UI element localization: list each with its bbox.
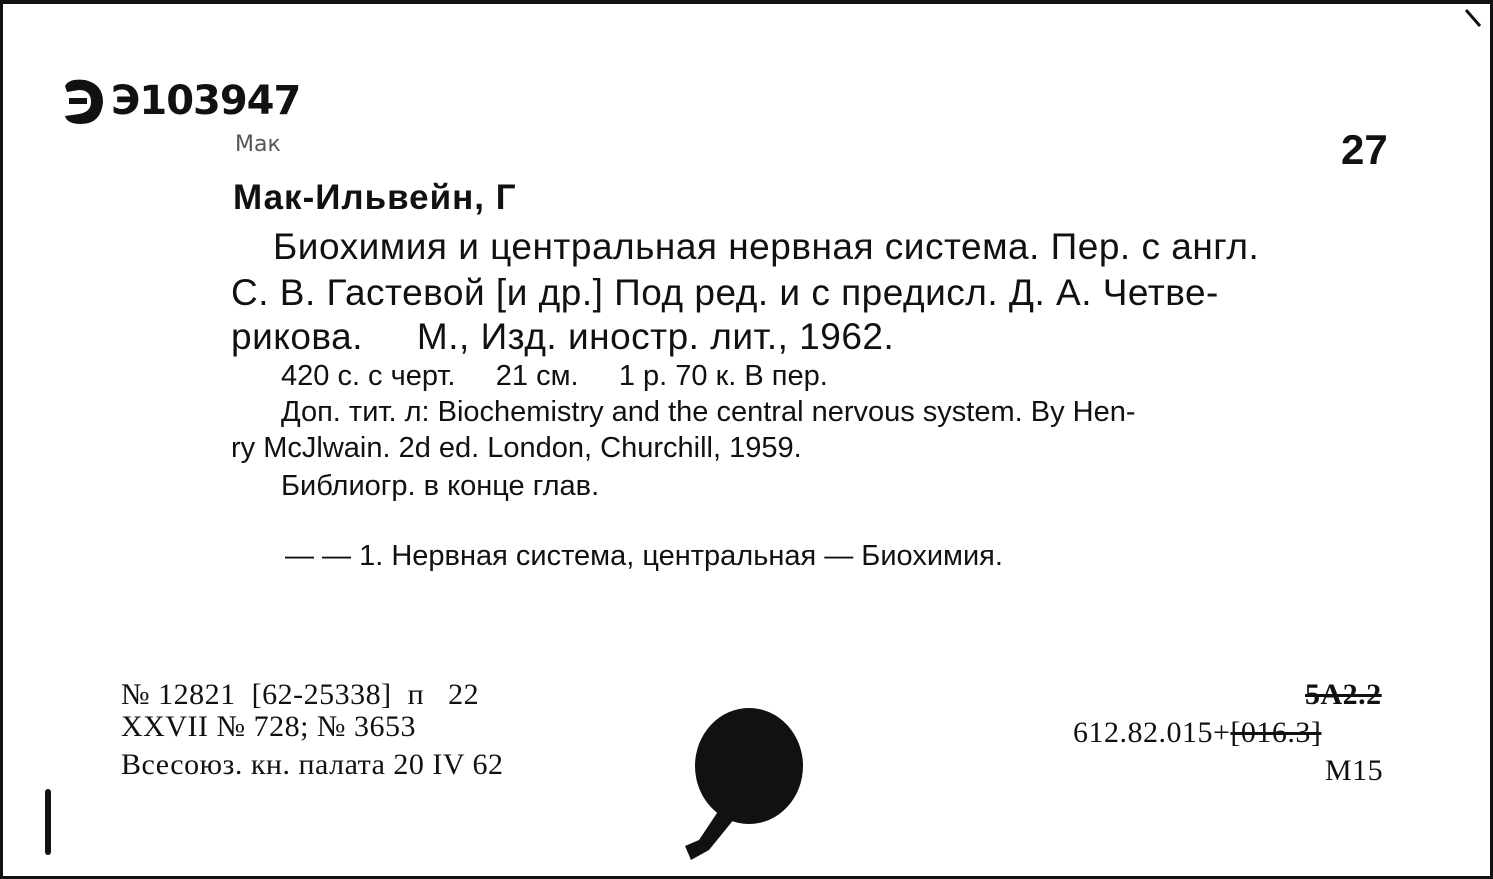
margin-mark <box>45 789 51 855</box>
stamp-mark-icon <box>61 76 107 128</box>
ink-blot-icon <box>679 700 839 870</box>
handwritten-sub: Мак <box>235 132 281 157</box>
extra-title-line-2: ry McJlwain. 2d ed. London, Churchill, 1959. <box>231 432 802 464</box>
physical-description: 420 с. с черт. 21 см. 1 р. 70 к. В пер. <box>281 360 828 392</box>
udc-prefix: 612.82.015+ <box>1073 716 1231 749</box>
footer-left-line-1: № 12821 [62-25338] п 22 <box>121 678 480 711</box>
author-heading: Мак-Ильвейн, Г <box>233 178 517 217</box>
shelf-mark: М15 <box>1325 754 1384 787</box>
struck-code: 5А2.2 <box>1305 678 1382 711</box>
bibliography-note: Библиогр. в конце глав. <box>281 470 600 502</box>
footer-left-line-3: Всесоюз. кн. палата 20 IV 62 <box>121 748 504 781</box>
footer-left-line-2: XXVII № 728; № 3653 <box>121 710 417 743</box>
title-line-1: Биохимия и центральная нервная система. Пер. с англ. <box>273 226 1260 267</box>
title-line-2: С. В. Гастевой [и др.] Под ред. и с предисл. Д. А. Четве- <box>231 272 1219 313</box>
udc-struck: [016.3] <box>1230 716 1322 749</box>
extra-title-line-1: Доп. тит. л: Biochemistry and the central nervous system. By Hen- <box>281 396 1136 428</box>
udc-line <box>1073 716 1321 750</box>
subject-heading: — — 1. Нервная система, центральная — Биохимия. <box>285 540 1003 572</box>
index-number: 27 <box>1341 126 1388 173</box>
handwritten-number: Э103947 <box>111 78 301 124</box>
corner-tick-icon <box>1464 8 1484 30</box>
title-line-3: рикова. М., Изд. иностр. лит., 1962. <box>231 316 895 357</box>
